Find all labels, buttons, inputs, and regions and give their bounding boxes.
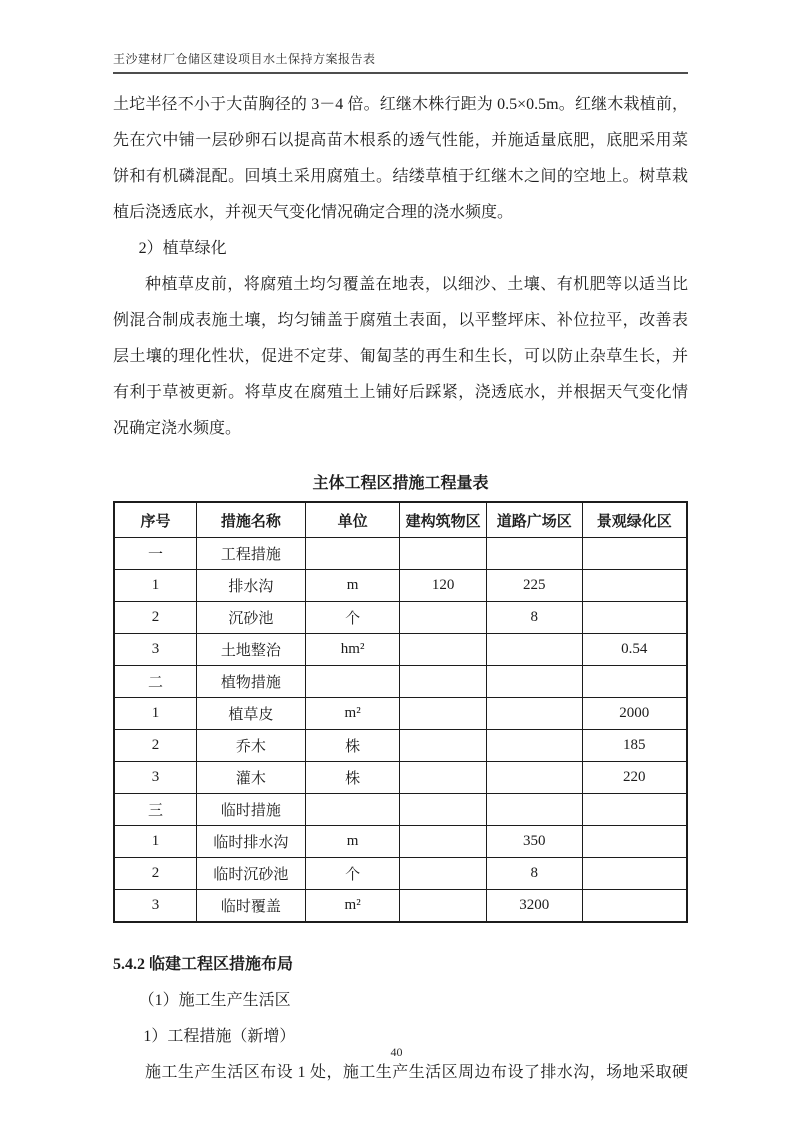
table-cell: m²	[305, 698, 400, 730]
table-row	[114, 634, 687, 666]
table-cell: 临时措施	[197, 794, 306, 826]
table-cell: 临时排水沟	[197, 826, 306, 858]
table-row	[114, 794, 687, 826]
table-cell: 2	[114, 602, 197, 634]
table-cell: 三	[114, 794, 197, 826]
table-cell: 工程措施	[197, 538, 306, 570]
table-cell: 个	[305, 858, 400, 890]
table-header-row	[114, 502, 687, 538]
measures-table-head	[114, 502, 687, 538]
table-cell	[400, 698, 487, 730]
table-row	[114, 698, 687, 730]
section-heading-5-4-2: 5.4.2 临建工程区措施布局	[113, 956, 294, 973]
table-cell: 2000	[582, 698, 687, 730]
table-cell	[400, 634, 487, 666]
measures-table-body	[114, 538, 687, 923]
paragraph-planting: 土坨半径不小于大苗胸径的 3－4 倍。红继木株行距为 0.5×0.5m。红继木栽植前，先在穴中铺一层砂卵石以提高苗木根系的透气性能，并施适量底肥，底肥采用菜饼和有机磷混配。回填土采用腐殖土。结缕草植于红继木之间的空地上。树草栽植后浇透底水，并视天气变化情况确定合理的浇水频度。	[113, 96, 688, 221]
table-cell: 株	[305, 762, 400, 794]
table-cell: 3	[114, 890, 197, 923]
table-cell: 2	[114, 730, 197, 762]
table-cell	[400, 730, 487, 762]
table-cell: 225	[486, 570, 582, 602]
table-header-cell: 序号	[114, 502, 197, 538]
table-header-cell: 措施名称	[197, 502, 306, 538]
table-cell: 株	[305, 730, 400, 762]
table-cell: m²	[305, 890, 400, 923]
table-cell	[305, 666, 400, 698]
table-cell: 1	[114, 826, 197, 858]
table-cell	[400, 602, 487, 634]
paragraph-grass: 种植草皮前，将腐殖土均匀覆盖在地表，以细沙、土壤、有机肥等以适当比例混合制成表施土壤，均匀铺盖于腐殖土表面，以平整坪床、补位拉平，改善表层土壤的理化性状，促进不定芽、匍匐茎的再生和生长，可以防止杂草生长，并有利于草被更新。将草皮在腐殖土上铺好后踩紧，浇透底水，并根据天气变化情况确定浇水频度。	[113, 276, 688, 437]
table-cell: 1	[114, 698, 197, 730]
page-number: 40	[390, 1045, 403, 1059]
table-cell	[400, 762, 487, 794]
table-row	[114, 538, 687, 570]
table-cell: 灌木	[197, 762, 306, 794]
table-cell	[582, 794, 687, 826]
table-cell: 植草皮	[197, 698, 306, 730]
table-cell: 1	[114, 570, 197, 602]
sub-heading-construction-area: （1）施工生产生活区	[138, 992, 291, 1009]
table-header-cell: 建构筑物区	[400, 502, 487, 538]
table-cell: 排水沟	[197, 570, 306, 602]
table-header-cell: 单位	[305, 502, 400, 538]
table-row	[114, 666, 687, 698]
table-cell: 植物措施	[197, 666, 306, 698]
table-row	[114, 858, 687, 890]
sub-heading-engineering-measures: 1）工程措施（新增）	[143, 1028, 296, 1045]
table-cell: 临时沉砂池	[197, 858, 306, 890]
table-cell: 3	[114, 762, 197, 794]
table-cell: 土地整治	[197, 634, 306, 666]
table-cell	[486, 762, 582, 794]
table-row	[114, 730, 687, 762]
table-cell: m	[305, 826, 400, 858]
table-cell: 8	[486, 858, 582, 890]
table-cell	[400, 538, 487, 570]
measures-table	[113, 501, 688, 923]
table-cell	[305, 538, 400, 570]
table-cell	[582, 826, 687, 858]
table-cell	[582, 666, 687, 698]
table-cell: 个	[305, 602, 400, 634]
table-cell: 临时覆盖	[197, 890, 306, 923]
table-title: 主体工程区措施工程量表	[312, 475, 489, 492]
table-row	[114, 602, 687, 634]
table-header-cell: 道路广场区	[486, 502, 582, 538]
table-cell: 185	[582, 730, 687, 762]
table-cell	[400, 890, 487, 923]
table-cell	[305, 794, 400, 826]
heading-grass-greening: 2）植草绿化	[138, 240, 227, 257]
table-cell: 乔木	[197, 730, 306, 762]
table-cell	[486, 538, 582, 570]
table-cell	[582, 602, 687, 634]
table-row	[114, 826, 687, 858]
table-cell	[400, 794, 487, 826]
table-cell: 二	[114, 666, 197, 698]
page-header-title: 王沙建材厂仓储区建设项目水土保持方案报告表	[113, 52, 376, 66]
table-cell	[486, 634, 582, 666]
table-cell: m	[305, 570, 400, 602]
table-cell: 120	[400, 570, 487, 602]
table-cell: 3	[114, 634, 197, 666]
table-cell	[486, 730, 582, 762]
table-cell: 沉砂池	[197, 602, 306, 634]
table-cell	[582, 538, 687, 570]
table-cell	[486, 666, 582, 698]
table-cell	[582, 570, 687, 602]
table-cell	[400, 826, 487, 858]
table-cell	[400, 666, 487, 698]
table-cell: 8	[486, 602, 582, 634]
table-cell	[486, 698, 582, 730]
table-cell: 220	[582, 762, 687, 794]
page-header	[113, 50, 688, 74]
table-cell: 350	[486, 826, 582, 858]
table-cell: 2	[114, 858, 197, 890]
paragraph-construction-area: 施工生产生活区布设 1 处，施工生产生活区周边布设了排水沟，场地采取硬	[145, 1064, 688, 1081]
table-cell	[582, 858, 687, 890]
table-cell: 3200	[486, 890, 582, 923]
table-row	[114, 890, 687, 923]
table-cell	[486, 794, 582, 826]
table-cell: 0.54	[582, 634, 687, 666]
table-header-cell: 景观绿化区	[582, 502, 687, 538]
table-cell: hm²	[305, 634, 400, 666]
table-cell	[400, 858, 487, 890]
table-row	[114, 570, 687, 602]
table-cell	[582, 890, 687, 923]
table-cell: 一	[114, 538, 197, 570]
table-row	[114, 762, 687, 794]
